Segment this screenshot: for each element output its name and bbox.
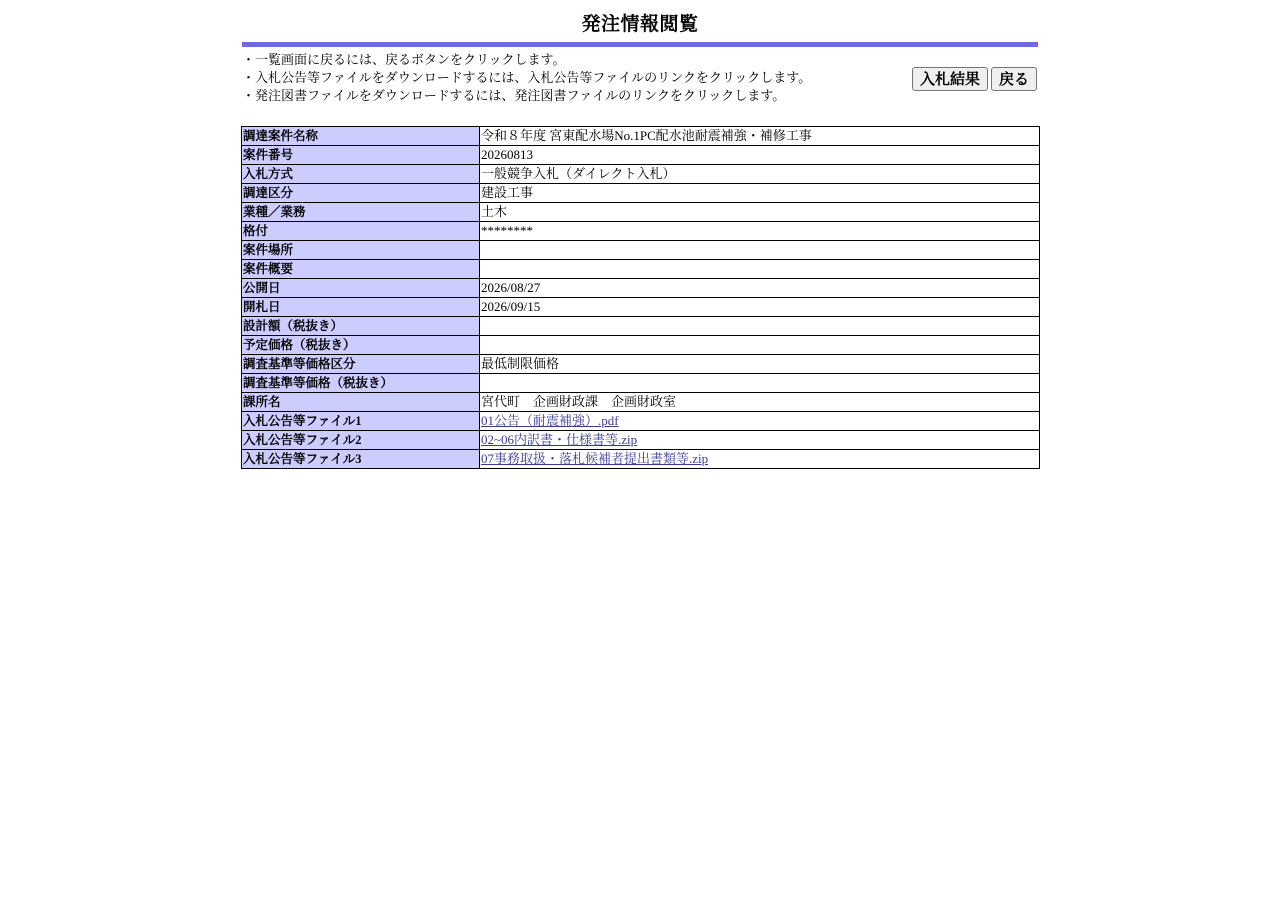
field-value: ******** [480, 222, 1040, 241]
instruction-line: ・入札公告等ファイルをダウンロードするには、入札公告等ファイルのリンクをクリックします。 [242, 71, 812, 86]
title-divider [242, 42, 1038, 47]
table-row [242, 298, 1040, 317]
action-buttons [912, 67, 1037, 91]
field-label: 予定価格（税抜き） [242, 336, 480, 355]
field-label: 案件概要 [242, 260, 480, 279]
field-label: 調達区分 [242, 184, 480, 203]
field-value: 2026/09/15 [480, 298, 1040, 317]
field-value [480, 412, 1040, 431]
table-row [242, 450, 1040, 469]
field-label: 格付 [242, 222, 480, 241]
bid-notice-file-link-3[interactable]: 07事務取扱・落札候補者提出書類等.zip [481, 451, 709, 466]
table-row [242, 279, 1040, 298]
field-value: 令和８年度 宮東配水場No.1PC配水池耐震補強・補修工事 [480, 127, 1040, 146]
field-value: 宮代町 企画財政課 企画財政室 [480, 393, 1040, 412]
table-row [242, 146, 1040, 165]
field-label: 案件番号 [242, 146, 480, 165]
table-row [242, 203, 1040, 222]
field-label: 案件場所 [242, 241, 480, 260]
table-row [242, 317, 1040, 336]
back-button[interactable]: 戻る [991, 67, 1037, 91]
field-value [480, 317, 1040, 336]
instruction-line: ・発注図書ファイルをダウンロードするには、発注図書ファイルのリンクをクリックします。 [242, 89, 786, 104]
field-value: 20260813 [480, 146, 1040, 165]
table-row [242, 336, 1040, 355]
field-value: 最低制限価格 [480, 355, 1040, 374]
field-label: 設計額（税抜き） [242, 317, 480, 336]
table-row [242, 184, 1040, 203]
bid-notice-file-link-1[interactable]: 01公告（耐震補強）.pdf [481, 413, 619, 428]
page-title: 発注情報閲覧 [581, 13, 699, 35]
bid-notice-file-link-2[interactable]: 02~06内訳書・仕様書等.zip [481, 432, 638, 447]
field-label: 課所名 [242, 393, 480, 412]
instruction-line: ・一覧画面に戻るには、戻るボタンをクリックします。 [242, 53, 566, 68]
table-row [242, 260, 1040, 279]
field-label: 調査基準等価格（税抜き） [242, 374, 480, 393]
field-label: 入札公告等ファイル3 [242, 450, 480, 469]
field-value: 土木 [480, 203, 1040, 222]
field-label: 入札方式 [242, 165, 480, 184]
bid-result-button[interactable]: 入札結果 [912, 67, 988, 91]
field-label: 入札公告等ファイル1 [242, 412, 480, 431]
field-value: 2026/08/27 [480, 279, 1040, 298]
table-row [242, 412, 1040, 431]
field-value [480, 431, 1040, 450]
field-value: 建設工事 [480, 184, 1040, 203]
field-label: 開札日 [242, 298, 480, 317]
table-row [242, 355, 1040, 374]
field-label: 公開日 [242, 279, 480, 298]
field-value [480, 336, 1040, 355]
field-value [480, 450, 1040, 469]
table-row [242, 165, 1040, 184]
instructions [242, 52, 882, 106]
order-info-table [241, 126, 1040, 469]
field-value: 一般競争入札（ダイレクト入札） [480, 165, 1040, 184]
field-label: 入札公告等ファイル2 [242, 431, 480, 450]
table-row [242, 374, 1040, 393]
table-row [242, 127, 1040, 146]
table-row [242, 393, 1040, 412]
field-value [480, 374, 1040, 393]
table-row [242, 431, 1040, 450]
table-row [242, 222, 1040, 241]
field-label: 調査基準等価格区分 [242, 355, 480, 374]
field-value [480, 260, 1040, 279]
field-value [480, 241, 1040, 260]
field-label: 業種／業務 [242, 203, 480, 222]
field-label: 調達案件名称 [242, 127, 480, 146]
table-row [242, 241, 1040, 260]
